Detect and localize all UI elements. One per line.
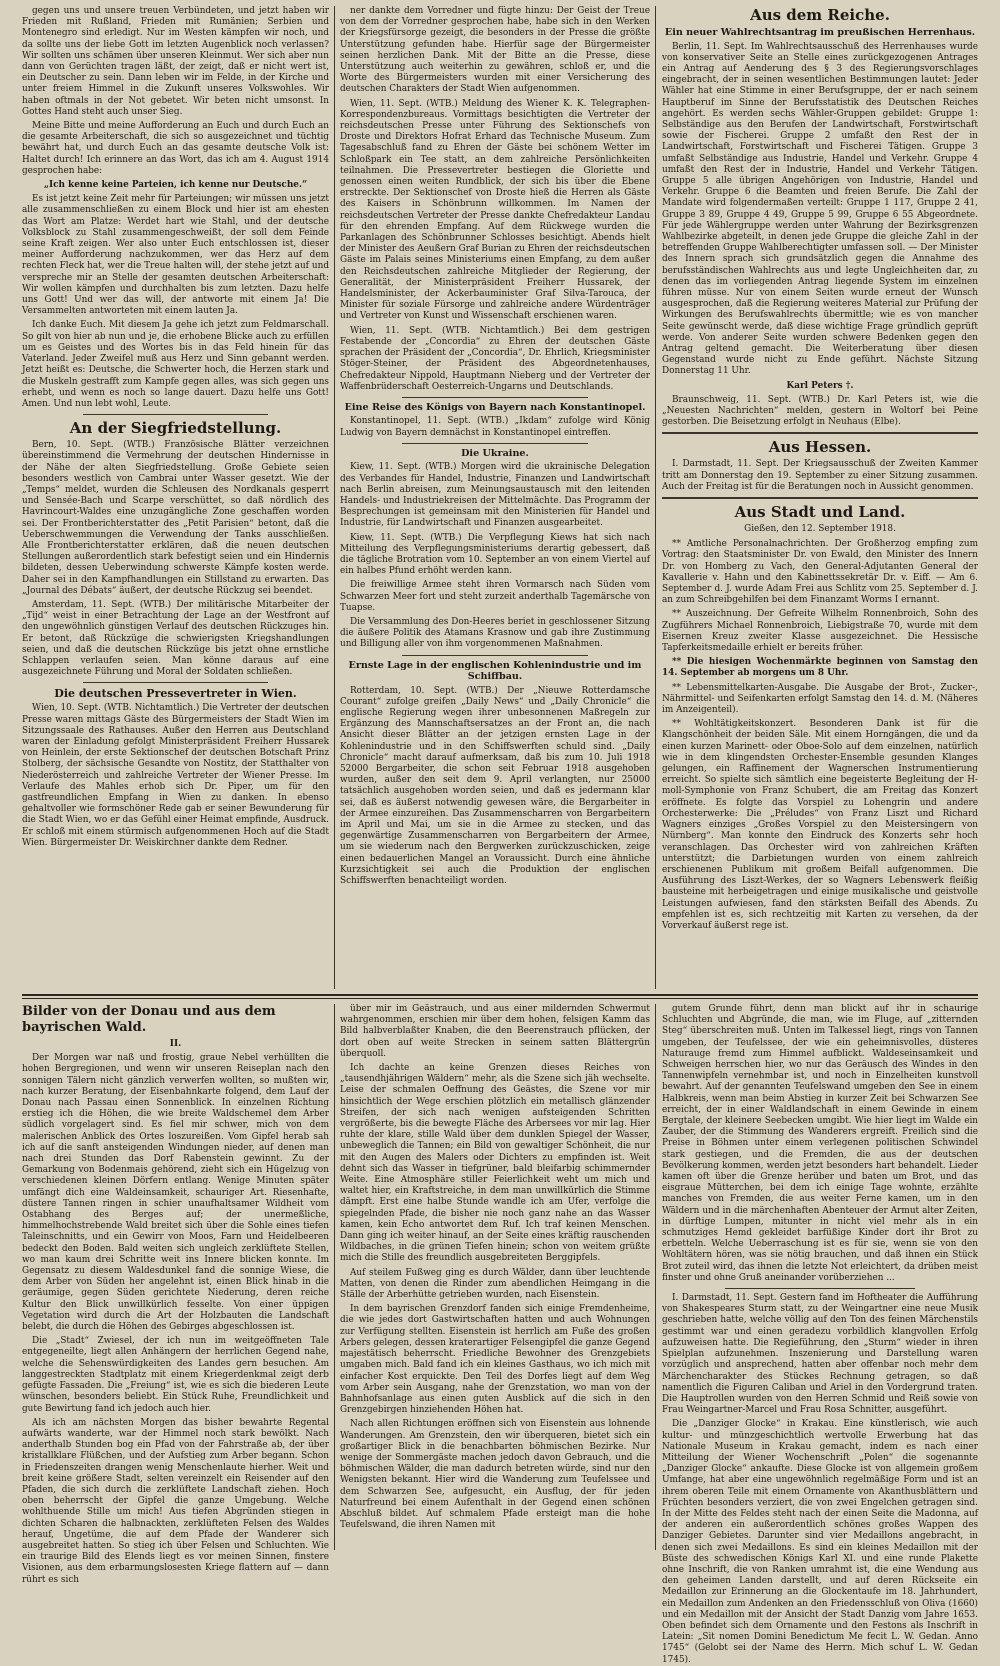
paragraph: Der Morgen war naß und frostig, graue Nebel verhüllten die hohen Bergregionen, und wenn wir unseren Reiseplan nach den sonnigen Tälern nicht gänzlich verwerfen wollten, so mußten wir, nach kurzer Beratung, der Eisenbahnkarte folgend, dem Lauf der Donau nach Passau einen Sonnenblick. In einzelnen Richtung erstieg ich die Höhen, die wie breite Waldschemel dem Arber südlich vorgelagert sind. Es fiel mir schwer, mich von dem malerischen Anblick des Ortes loszureißen. Vom Gipfel herab sah ich auf die sanft ansteigenden Windungen nieder, auf denen man nach drei Stunden das Dorf Rabenstein gewinnt. Zu der Gemarkung von Bodenmais gehörend, zieht sich ein Hügelzug von verschiedenen kleinen Dörfern entlang. Wenige Minuten später umfängt dich eine Waldeinsamkeit, schauriger Art. Riesenhafte, düstere Tannen ringen in schier unaufhaltsamer Wildheit vom Ostabhang des Berges auf; der unermeßliche, himmelhochstrebende Wald breitet sich über die Sohle eines tiefen Taleinschnitts, und ein Gewirr von Moos, Farn und Heidelbeeren bedeckt den Boden. Bald weiten sich ungleich zerklüftete Stellen, wo man kaum drei Schritte weit ins Innere blicken konnte. Im Gegensatz zu diesem Waldesdunkel fand die sonnige Wiese, die dem Arber von Süden her angelehnt ist, einen Blick hinab in die geräumige, gegen Süden gerichtete Niederung, deren reiche Kultur den Blick unwillkürlich fesselte. Von einer üppigen Vegetation wird durch die Art der Holzbauten die Landschaft belebt, die durch die Höhen des Gebirges abgeschlossen ist. [22, 1053, 329, 1333]
paragraph: gegen uns und unsere treuen Verbündeten, und jetzt haben wir Frieden mit Rußland, Frieden mit Rumänien; Serbien und Montenegro sind erledigt. Nur im Westen kämpfen wir noch, und da sollte uns der liebe Gott im letzten Augenblick noch verlassen? Wir sollten uns schämen über unseren Kleinmut. Wer sich aber nun dann von Gerüchten tragen läßt, der zeigt, daß er nicht wert ist, ein Deutscher zu sein. Dann leben wir im Felde, in der Kirche und unter freiem Himmel in die Zukunft unseres Volkswohles. Wir haben oftmals in der Not gebetet. Wir beten nicht umsonst. In Gottes Hand steht auch unser Sieg. [22, 6, 329, 117]
paragraph: Die „Stadt“ Zwiesel, der ich nun im weitgeöffneten Tale entgegeneilte, liegt allen Anhängern der herrlichen Gegend nahe, welche die Sehenswürdigkeiten des Landes gern besuchen. Am langgestreckten Stadtplatz mit einem Kriegerdenkmal zeigt derb gefügte Fassaden. Die „Freiung“ ist, wie es sich die biederen Leute wünschen, besonders beliebt. Ein Stück Ruhe, Freundlichkeit und gute Bewirtung fand ich jedoch auch hier. [22, 1336, 329, 1414]
paragraph: I. Darmstadt, 11. Sept. Gestern fand im Hoftheater die Aufführung von Shakespeares Sturm statt, zu der Weingartner eine neue Musik geschrieben hatte, welche völlig auf den Ton des feinen Märchenstils gestimmt war und einen geradezu vorbildlich klangvollen Erfolg aufzuweisen hatte. Die Regieführung, den „Sturm“ wieder in ihren Spielplan aufzunehmen. Inszenierung und Darstellung waren vorzüglich und ansprechend, hatten aber offenbar noch mehr dem Märchencharakter des Stückes Rechnung getragen, so daß namentlich die Figuren Caliban und Ariel in den Vordergrund traten. Die Hauptrollen wurden von den Herren Schmid und Reiß sowie von Frau Weingartner-Marcel und Frau Rosa Schnitter, ausgeführt. [662, 1293, 978, 1416]
article-heading: Die deutschen Pressevertreter in Wien. [54, 687, 297, 701]
section-rule [22, 994, 978, 996]
paragraph: Als ich am nächsten Morgen das bisher bewahrte Regental aufwärts wanderte, war der Himmel noch stark bewölkt. Nach anderthalb Stunden bog ein Pfad von der Fahrstraße ab, der über kristallklare Flüßchen, und der Aufstieg zum Arber begann. Schon in Friedenszeiten drangen wenig Menschenlaute hierher. Weit und breit keine größere Stadt, selten vereinzelt ein Reisender auf den Pfaden, die sich durch die zerklüftete Landschaft ziehen. Hoch oben beherrscht der Gipfel die ganze Umgebung. Welche wohlthuende Stille um mich! Aus tiefen Abgründen stiegen in dichten Scharen die halbnackten, zerklüfteten Felsen des Waldes herauf, Ungetüme, die auf dem Pfade der Wanderer sich ausgebreitet hatten. So stieg ich über Felsen und Schluchten. Wie ein traurige Bild des Elends liegt es vor meinen Sinnen, finstere Visionen, aus dem erbarmungslosesten Kriege flattern auf — dann rührt es sich [22, 1417, 329, 1585]
article-heading: Ein neuer Wahlrechtsantrag im preußischen Herrenhaus. [664, 27, 976, 38]
paragraph: Kiew, 11. Sept. (WTB.) Morgen wird die ukrainische Delegation des Verbandes für Handel, Industrie, Finanzen und Landwirtschaft nach Berlin abreisen, zum Meinungsaustausch mit den leitenden Handels- und Industriekreisen der Mittelmächte. Das Programm der Besprechungen ist gemeinsam mit den Ministerien für Handel und Industrie, für Landwirtschaft und Finanzen ausgearbeitet. [340, 462, 650, 529]
quote: „Ich kenne keine Parteien, ich kenne nur Deutsche.“ [43, 180, 308, 191]
paragraph: Es ist jetzt keine Zeit mehr für Parteiungen; wir müssen uns jetzt alle zusammenschließen zu einem Block und hier ist am ehesten das Wort am Platze: Werdet hart wie Stahl, und der deutsche Volksblock zu Stahl zusammengeschweißt, der soll dem Feinde seine Kraft zeigen. Wer also unter Euch entschlossen ist, dieser meiner Aufforderung nachzukommen, wer das Herz auf dem rechten Fleck hat, wer die Treue halten will, der stehe jetzt auf und verspreche mir an Stelle der gesamten deutschen Arbeiterschaft: Wir wollen kämpfen und durchhalten bis zum letzten. Dazu helfe uns Gott! Und wer das will, der antworte mit einem Ja! Die Versammelten antworteten mit einem lauten Ja. [22, 194, 329, 317]
paragraph: Die Versammlung des Don-Heeres beriet in geschlossener Sitzung die äußere Politik des Atamans Krasnow und gab ihre Zustimmung und Billigung aller von ihm vorgenommenen Maßnahmen. [340, 616, 650, 650]
paragraph: Ich danke Euch. Mit diesem Ja gehe ich jetzt zum Feldmarschall. So gilt von hier ab nun und je, die erhobene Blicke auch zu erfüllen um es Geistes und des Wortes bis in das Feld hinein für das Vaterland. Jeder Zweifel muß aus Herz und Sinn gebannt werden. Jetzt heißt es: Deutsche, die Schwerter hoch, die Herzen stark und die Muskeln gestrafft zum Kampfe gegen alles, was sich gegen uns erhebt, und wenn es noch so lange dauert. Dazu helfe uns Gott! Amen. Und nun lebt wohl, Leute. [22, 320, 329, 409]
column-rule [334, 1004, 335, 1550]
paragraph: über mir im Geästrauch, und aus einer mildernden Schwermut wahrgenommen, erschien mir über dem hohen, felsigen Kamm das Bild halbverblaßter Knaben, die den Beerenstrauch pflücken, der dort oben auf weite Strecken in seinem satten Blättergrün überquoll. [340, 1004, 650, 1059]
paragraph: Bern, 10. Sept. (WTB.) Französische Blätter verzeichnen übereinstimmend die Vermehrung der deutschen Hindernisse in der Nähe der alten Siegfriedstellung. Große Gebiete seien besonders westlich von Cambrai unter Wasser gesetzt. Wie der „Temps“ meldet, wurden die Schleusen des Nordkanals gesperrt und Sensée-Bach und Scarpe verschüttet, so daß nördlich des Havrincourt-Waldes eine unzugängliche Zone geschaffen worden sei. Der Frontberichterstatter des „Petit Parisien“ betont, daß die Ueberschwemmungen die Verwendung der Tanks ausschließen. Alle Frontberichterstatter erklären, daß die neuen deutschen Stellungen außerordentlich stark befestigt seien und ein Hindernis bildeten, dessen Ueberwindung schwerste Kämpfe kosten werde. Daher sei in den Kampfhandlungen ein Stillstand zu erwarten. Das „Journal des Débats“ äußert, der deutsche Rückzug sei beendet. [22, 440, 329, 596]
obituary-heading: Karl Peters †. [786, 380, 854, 391]
paragraph: Die freiwillige Armee steht ihren Vormarsch nach Süden vom Schwarzen Meer fort und steht zurzeit anderthalb Tagemärsche von Tuapse. [340, 580, 650, 613]
paragraph: Auf steilem Fußweg ging es durch Wälder, dann über leuchtende Matten, von denen die Rinder zum abendlichen Heimgang in die Ställe der Arberhütte getrieben wurden, nach Eisenstein. [340, 1267, 650, 1301]
divider [402, 655, 588, 656]
column-3 [662, 6, 978, 989]
section-rule [22, 998, 978, 999]
dateline: Gießen, den 12. September 1918. [744, 524, 896, 535]
paragraph: Amsterdam, 11. Sept. (WTB.) Der militärische Mitarbeiter der „Tijd“ weist in einer Betrachtung der Lage an der Westfront auf den ungewöhnlich günstigen Verlauf des deutschen Rückzuges hin. Er betont, daß Rückzüge die schwierigsten Kriegshandlungen seien, und daß die deutschen Rückzüge bis jetzt ohne ernstliche Schlappen verlaufen seien. Man könne daraus auf eine ausgezeichnete Führung und Moral der Soldaten schließen. [22, 599, 329, 678]
paragraph: Wien, 11. Sept. (WTB.) Meldung des Wiener K. K. Telegraphen-Korrespondenzbureaus. Vormittags besichtigten die Vertreter der reichsdeutschen Presse unter Führung des Sektionschefs von Droste und Direktors Hofrat Erhard das Technische Museum. Zum Tagesabschluß fand zu Ehren der Gäste bei schönem Wetter im Schloßpark ein Tee statt, an dem zahlreiche Persönlichkeiten teilnahmen. Die Pressevertreter bestiegen die Gloriette und genossen einen weiten Rundblick, der sich bis über die Ebene erstreckte. Der Sektionschef von Droste hieß die Herren als Gäste des Kaisers in Schönbrunn willkommen. Im Namen der reichsdeutschen Vertreter der Presse dankte Chefredakteur Landau für den ehrenden Empfang. Auf dem Rückwege wurden die Parkanlagen des Schönbrunner Schlosses besichtigt. Abends hielt der Minister des Aeußern Graf Burian zu Ehren der reichsdeutschen Gäste im Palais seines Ministeriums einen Empfang, zu dem außer den Reichsdeutschen zahlreiche Mitglieder der Regierung, der Generalität, der Ministerpräsident Freiherr Hussarek, der Handelsminister, der Ackerbauminister Graf Silva-Tarouca, der Minister für soziale Fürsorge und zahlreiche andere Würdenträger und Vertreter von Kunst und Wissenschaft erschienen waren. [340, 98, 650, 322]
divider [662, 497, 978, 499]
column-rule [334, 6, 335, 989]
paragraph: Wien, 10. Sept. (WTB. Nichtamtlich.) Die Vertreter der deutschen Presse waren mittags Gäste des Bürgermeisters der Stadt Wien im Sitzungssaale des Rathauses. Außer den Herren aus Deutschland waren der Einladung gefolgt Ministerpräsident Freiherr Hussarek von Heinlein, der erste Sektionschef der deutschen Botschaft Prinz Stolberg, der sächsische Gesandte von Nostitz, der Statthalter von Niederösterreich und zahlreiche Vertreter der Wiener Presse. Im Verlaufe des Mahles erhob sich Dr. Piper, um für den gastfreundlichen Empfang in Wien zu danken. In ebenso gehaltvoller wie formschöner Rede gab er seiner Bewunderung für die Stadt Wien, wo er das Gefühl einer Heimat empfinde, Ausdruck. Er schloß mit einem stürmisch aufgenommenen Hoch auf die Stadt Wien. Bürgermeister Dr. Weiskirchner dankte dem Redner. [22, 703, 329, 848]
divider [402, 397, 588, 398]
paragraph: Meine Bitte und meine Aufforderung an Euch und durch Euch an die gesamte Arbeiterschaft, die sich so ausgezeichnet und tüchtig bewährt hat, und durch Euch an das gesamte deutsche Volk ist: Haltet durch! Ich erinnere an das Wort, das ich am 4. August 1914 gesprochen habe: [22, 121, 329, 176]
column-1 [22, 6, 329, 989]
divider [402, 443, 588, 444]
paragraph: Kiew, 11. Sept. (WTB.) Die Verpflegung Kiews hat sich nach Mitteilung des Verpflegungsministeriums derartig gebessert, daß die tägliche Brotration vom 10. September an von einem Viertel auf ein halbes Pfund erhöht werden kann. [340, 532, 650, 577]
paragraph: In dem bayrischen Grenzdorf fanden sich einige Fremdenheime, die wie jedes dort Gastwirtschaften hatten und auch Wohnungen zur Verfügung stellten. Eisenstein ist herrlich am Fuße des großen Arbers gelegen, dessen kraterartiger Felsengipfel die ganze Gegend majestätisch beherrscht. Friedliche Bewohner des Grenzgebiets umgaben mich. Bald fand ich ein kleines Gasthaus, wo ich mich mit einfacher Kost erquickte. Den Teil des Dorfes liegt auf dem Weg vom Arber sein Ausgang, nahe der Grenzstation, wo man von der Bahnhofsanlage aus einen guten Ausblick auf die sich in den Grenzgebirgen hinziehenden Höhen hat. [340, 1304, 650, 1416]
divider [83, 414, 267, 415]
paragraph: ** Amtliche Personalnachrichten. Der Großherzog empfing zum Vortrag: den Staatsminister Dr. von Ewald, den Minister des Innern Dr. von Homberg zu Vach, den General-Adjutanten General der Kavallerie v. Hahn und den Kabinettssekretär Dr. v. Eiff. — Am 6. September d. J. wurde Adam Frei aus Schlitz vom 25. September d. J. an zum Schreibgehilfen bei dem Finanzamt Worms I ernannt. [662, 539, 978, 606]
feuilleton-part-number: II. [169, 1039, 182, 1049]
paragraph: Braunschweig, 11. Sept. (WTB.) Dr. Karl Peters ist, wie die „Neuesten Nachrichten“ melden, gestern in Woltorf bei Peine gestorben. Die Beisetzung erfolgt in Neuhaus (Elbe). [662, 394, 978, 428]
feuilleton-title: Bilder von der Donau und aus dem bayrischen Wald. [22, 1004, 276, 1035]
article-heading: Ernste Lage in der englischen Kohlenindustrie und im Schiffbau. [348, 659, 642, 683]
paragraph: Rotterdam, 10. Sept. (WTB.) Der „Nieuwe Rotterdamsche Courant“ zufolge greifen „Daily News“ und „Daily Chronicle“ die englische Regierung wegen ihrer unbesonnenen Maßregeln zur Ergänzung des Mannschaftsersatzes an der Front an, die nach Ansicht dieser Blätter an der jetzigen ernsten Lage in der Kohlenindustrie und in den Schiffswerften schuld sind. „Daily Chronicle“ macht darauf aufmerksam, daß bis zum 10. Juli 1918 52000 Bergarbeiter, die schon seit Februar 1918 ausgehoben wurden, außer den seit dem 9. April verlangten, nur 25000 tatsächlich ausgehoben worden seien, und daß es jedermann klar sei, daß es äußerst notwendig gewesen wäre, die Bergarbeiter in der Armee einzureihen. Das Zusammenscharren von Bergarbeitern im April und Mai, um sie in die Armee zu stecken, und das gegenwärtige Zusammenscharren von Bergarbeitern der Armee, um sie wiederum nach den Bergwerken zurückzuschicken, zeige einen bedauerlichen Mangel an Voraussicht. Durch eine ähnliche Kurzsichtigkeit sei auch die Produktion der englischen Schiffswerften benachteiligt worden. [340, 685, 650, 887]
divider [725, 1288, 915, 1289]
paragraph: Wien, 11. Sept. (WTB. Nichtamtlich.) Bei dem gestrigen Festabende der „Concordia“ zu Ehren der deutschen Gäste sprachen der Präsident der „Concordia“, Dr. Ehrlich, Kriegsminister Stöger-Steiner, der Präsident des Abgeordnetenhauses, Chefredakteur Nippold, Hauptmann Nieberg und der Vertreter der Waffenbrüderschaft Oesterreich-Ungarns und Deutschlands. [340, 325, 650, 392]
paragraph: Die „Danziger Glocke“ in Krakau. Eine künstlerisch, wie auch kultur- und münzgeschichtlich wertvolle Erwerbung hat das Nationale Museum in Krakau gemacht, indem es nach einer Mitteilung der Wiener Wochenschrift „Polen“ die sogenannte „Danziger Glocke“ ankaufte. Diese Glocke ist von allgemein großem Umfange, hat aber eine ungewöhnlich regelmäßige Form und ist an ihrem oberen Teile mit einem Ornamente von Akanthusblättern und Früchten besonders verziert, die von zwei Engelchen getragen sind. In der Mitte des Feldes steht nach der einen Seite die Madonna, auf der anderen ein außerordentlich schönes großes Wappen des Danziger Gebietes. Darunter sind vier Medaillons angebracht, in denen sich zwei Medaillons. Es sind ein kleines Medaillon mit der Büste des schwedischen Königs Karl XI. und eine runde Plakette ohne Inschrift, die von Ranken umrahmt ist, die eine Wendung aus den geheimen Landen darstellt, und auf deren Rückseite ein Medaillon zur Erinnerung an die Glockentaufe im 18. Jahrhundert, ein Medaillon zum Andenken an den Friedensschluß von Oliva (1660) und ein Medaillon mit der Ansicht der Stadt Danzig vom Jahre 1653. Oben befindet sich dem Ornamente und den Festons als Inschrift in Latein: „Sit nomen Domini Benedictum Me fecit L. W. Gedan. Anno 1745“ (Gelobt sei der Name des Herrn. Mich schuf L. W. Gedan 1745). [662, 1419, 978, 1665]
column-rule [655, 6, 656, 989]
section-heading: Aus dem Reiche. [750, 6, 890, 24]
feuilleton-column-3 [662, 1004, 978, 1665]
feuilleton-column-1 [22, 1004, 329, 1585]
divider [83, 682, 267, 683]
paragraph: Ich dachte an keine Grenzen dieses Reiches von „tausendhjährigen Wäldern“ mehr, als die Szene sich jäh wechselte. Leise der schmalen Oeffnung des Geästes, die Szene vor mir hinsichtlich der Wege erschien plötzlich ein metallisch glänzender Streifen, der sich nach wenigen aufsteigenden Schritten vergrößerte, bis die bewegte Fläche des Arbersees vor mir lag. Hier ruhte der klare, stille Wald über dem dunklen Spiegel der Wasser, unbeweglich die Tannen; ein Bild von gewaltiger Schönheit, die nur mit den Augen des Malers oder Dichters zu empfinden ist. Weit dehnt sich das Wasser in tiefgrüner, bald bleifarbig schimmernder Weite. Eine Atmosphäre stiller Feierlichkeit weht um mich und waltet hier, ein Kraftstreiche, in dem man unwillkürlich die Stimme dämpft. Erst eine halbe Stunde wandle ich am Ufer, verfolge die spiegelnden Pfade, die bisher nie noch ganz nahe an das Wasser kamen, kein Echo antwortet dem Ruf. Ich traf keinen Menschen. Dann ging ich weiter hinauf, an der Seite eines kräftig rauschenden Wildbaches, in die grünen Tiefen hinein; schon von weitem grüßte mich die Stille des freundlich ausgebreiteten Berggipfels. [340, 1063, 650, 1264]
paragraph: Berlin, 11. Sept. Im Wahlrechtsausschuß des Herrenhauses wurde von konservativer Seite an Stelle eines zurückgezogenen Antrages ein Antrag auf Aenderung des § 3 des Regierungsvorschlages eingebracht, der in seinen wesentlichen Bestimmungen lautet: Jeder Wähler hat eine Stimme in einer Berufsgruppe, der er nach seinem Hauptberuf im Sinne der Berufsstatistik des Deutschen Reiches angehört. Es werden sechs Wähler-Gruppen gebildet: Gruppe 1: Selbständige aus den Berufen der Landwirtschaft, Forstwirtschaft sowie der Fischerei. Gruppe 2 umfaßt den Rest der in Landwirtschaft, Forstwirtschaft und Fischerei Tätigen. Gruppe 3 umfaßt Selbständige aus Industrie, Handel und Verkehr. Gruppe 4 umfaßt den Rest der in Industrie, Handel und Verkehr Tätigen. Gruppe 5 alle übrigen Angehörigen von Industrie, Handel und Verkehr. Gruppe 6 die Beamten und freien Berufe. Die Zahl der Mandate wird folgendermaßen verteilt: Gruppe 1 117, Gruppe 2 41, Gruppe 3 89, Gruppe 4 49, Gruppe 5 99, Gruppe 6 55 Abgeordnete. Für jede Wählergruppe werden unter Wahrung der Bezirksgrenzen Wahlbezirke abgeteilt, in denen jede Gruppe die gleiche Zahl in der betreffenden Gruppe Wahlberechtigter umfassen soll. — Der Minister des Innern sprach sich grundsätzlich gegen die Annahme des berufsständischen Wahlrechts aus und legte Ungleichheiten dar, zu denen das im vorliegenden Antrag liegende System im einzelnen führen müsse. Nur von einem Seiten wurde erneut der Wunsch ausgesprochen, daß die Regierung weiteres Material zur Prüfung der Wirkungen des Berufswahlrechts übermittle; wie es von mancher Seite gewünscht werde, daß diese wichtige Frage gründlich geprüft werde. Von anderer Seite wurden schwere Bedenken gegen den Antrag geltend gemacht. Die Weiterberatung über diesen Gegenstand wurde nicht zu Ende geführt. Nächste Sitzung Donnerstag 11 Uhr. [662, 41, 978, 377]
paragraph: Nach allen Richtungen eröffnen sich von Eisenstein aus lohnende Wanderungen. Am Grenzstein, den wir überqueren, bietet sich ein großartiger Blick in die benachbarten böhmischen Bezirke. Nur wenige der Sommergäste machen jedoch davon Gebrauch, und die böhmischen Wälder, die man dadurch betreten würde, sind nur den Wenigsten bekannt. Hier wird die Wanderung zum Teufelssee und dem Schwarzen See, aufgesucht, ein Ausflug, der für jeden Naturfreund bei einem Aufenthalt in der Gegend einen schönen Abschluß bildet. Auf schmalem Pfade ersteigt man die hohe Teufelswand, die ihren Namen mit [340, 1419, 650, 1531]
paragraph: Konstantinopel, 11. Sept. (WTB.) „Ikdam“ zufolge wird König Ludwig von Bayern demnächst in Konstantinopel eintreffen. [340, 416, 650, 438]
paragraph: ner dankte dem Vorredner und fügte hinzu: Der Geist der Treue von dem der Vorredner gesprochen habe, habe sich in den Werken der Kriegsfürsorge gezeigt, die besonders in der Presse die größte Unterstützung gefunden habe. Hierfür sage der Bürgermeister seinen herzlichen Dank. Mit der Bitte an die Presse, diese Unterstützung auch weiterhin zu gewähren, schloß er, und die Worte des Bürgermeisters wurden mit einer Versicherung des deutschen Charakters der Stadt Wien aufgenommen. [340, 6, 650, 95]
paragraph: I. Darmstadt, 11. Sept. Der Kriegsausschuß der Zweiten Kammer tritt am Donnerstag den 19. September zu einer Sitzung zusammen. Auch der Freitag ist für die Beratungen noch in Aussicht genommen. [662, 459, 978, 492]
column-rule [655, 1004, 656, 1550]
feuilleton-column-2 [340, 1004, 650, 1550]
article-heading: Eine Reise des Königs von Bayern nach Konstantinopel. [344, 401, 646, 413]
paragraph: ** Lebensmittelkarten-Ausgabe. Die Ausgabe der Brot-, Zucker-, Nährmittel- und Seifenkarten erfolgt Samstag den 14. d. M. (Näheres im Anzeigenteil). [662, 682, 978, 716]
divider [662, 432, 978, 434]
column-2 [340, 6, 650, 989]
section-heading: Aus Hessen. [768, 438, 872, 457]
paragraph: gutem Grunde führt, denn man blickt auf ihr in schaurige Schluchten und Abgründe, die man, wie im Fluge, auf „zitternden Steg“ überschreiten muß. Unten im Talkessel liegt, rings von Tannen umgeben, der Teufelssee, der wie ein geheimnisvolles, düsteres Naturauge fremd zum Himmel aufblickt. Waldeseinsamkeit und Schweigen herrschen hier, wo nur das Geräusch des Windes in den Tannenwipfeln vernehmbar ist, und noch in Einzelheiten kunstvoll bewahrt. Auf der genannten Teufelswand umgeben den See in einem Halbkreis, wenn man beim Abstieg in kurzer Zeit bei Schwarzen See erreicht, der in einer Waldlandschaft in einem Gewinde in einem Bergtale, der kleinere Seebecken umgibt. Wie hier liegt im Walde ein Zauber, der die Stimmung des Wanderers ergreift. Freilich sind die Preise in Böhmen unter einem verlegenen politischen Schwindel stark gestiegen, und die Fremden, die aus der deutschen Bevölkerung kommen, werden jetzt besonders hart behandelt. Lieder kamen oft über die Grenze herüber und baten um Brot, und das eisgraue Mütterchen, bei dem ich einige Tage wohnte, erzählte manches von Fremden, die aus weiter Ferne kamen, um in den Wäldern und in die märchenhaften Abenteuer der Armut alter Zeiten, in dürftige Lumpen, mitunter in nicht viel mehr als in ein schmutziges Hemd gekleidet barfüßige Kinder dort ihr Brot zu erbetteln. Welche Ueberraschung ist es für sie, wenn sie von den Wohltätern hören, was sie nötig brauchen, und daß ihnen ein Stück Brot zuteil wird, das ihnen die letzte Not erleichtert, da drüben meist finster und ohne Gruß aneinander vorüberziehen ... [662, 1004, 978, 1283]
article-heading: An der Siegfriedstellung. [69, 419, 282, 438]
article-heading: Die Ukraine. [461, 447, 529, 459]
section-heading: Aus Stadt und Land. [734, 503, 906, 522]
paragraph: ** Auszeichnung. Der Gefreite Wilhelm Ronnenbroich, Sohn des Zugführers Michael Ronnenbroich, Liebigstraße 70, wurde mit dem Eisernen Kreuz zweiter Klasse ausgezeichnet. Die Hessische Tapferkeitsmedaille erhielt er bereits früher. [662, 609, 978, 654]
paragraph: ** Die hiesigen Wochenmärkte beginnen von Samstag den 14. September ab morgens um 8 Uhr. [662, 657, 978, 679]
paragraph: ** Wohltätigkeitskonzert. Besonderen Dank ist für die Klangschönheit der beiden Säle. Mit einem Horngängen, die und da einen kurzen Marinett- oder Oboe-Solo auf dem einzelnen, natürlich wie in dem klingendsten Orchester-Ensemble gesunden Klanges gelungen, ein Raffinement der Wagnerschen Instrumentierung erreicht. So spielte sich sämtlich eine begeisterte Begleitung der H-moll-Symphonie von Franz Schubert, die am Freitag das Konzert eröffnete. Es folgte das Vorspiel zu Lohengrin und andere Orchesterwerke: Die „Préludes“ von Franz Liszt und Richard Wagners einziges „Großes Vorspiel zu den Meistersingern von Nürnberg“. Man konnte den Eindruck des Konzerts sehr hoch veranschlagen. Das Orchester wird von zahlreichen Kräften unterstützt; die Darbietungen wurden von einem zahlreich erschienenen Publikum mit großem Beifall aufgenommen. Die Ausführung des Liszt-Werkes, der so Wagners Lebenswerk fleißig bausteine mit herbeigetragen und einige musikalische und geistvolle Leistungen aufwiesen, fand den stärksten Beifall des Abends. Zu empfehlen ist es, sich rechtzeitig mit Karten zu versehen, da der Vorverkauf äußerst rege ist. [662, 719, 978, 931]
